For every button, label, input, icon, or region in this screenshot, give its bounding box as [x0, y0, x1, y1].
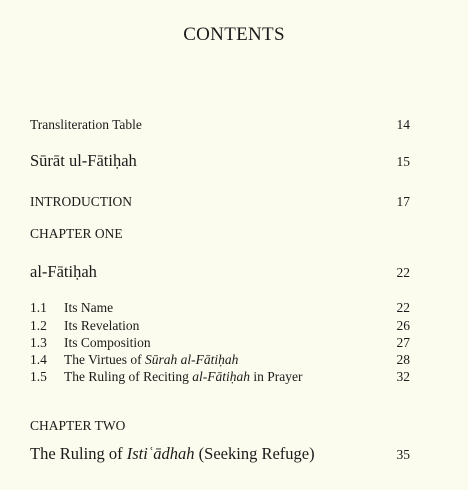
toc-entry-page: 28: [396, 352, 410, 367]
section-number: 1.2: [30, 318, 47, 333]
section-number: 1.4: [30, 352, 47, 367]
page-title: CONTENTS: [183, 24, 285, 45]
toc-entry-italic: al-Fātiḥah: [192, 369, 250, 384]
toc-entry-1-4[interactable]: [30, 352, 410, 368]
toc-entry-label: The Ruling of Istiʿādhah (Seeking Refuge): [30, 444, 315, 463]
toc-entry-label: The Ruling of Reciting al-Fātiḥah in Prayer: [64, 369, 303, 384]
toc-entry-page: 14: [396, 117, 410, 132]
toc-entry-italic: Sūrah al-Fātiḥah: [145, 352, 239, 367]
toc-entry-transliteration-table[interactable]: [30, 117, 410, 133]
toc-entry-label: The Virtues of Sūrah al-Fātiḥah: [64, 352, 239, 367]
toc-entry-label: al-Fātiḥah: [30, 262, 97, 281]
toc-entry-page: 15: [396, 154, 410, 169]
toc-entry-page: 35: [396, 447, 410, 462]
toc-entry-1-2[interactable]: [30, 318, 410, 334]
chapter-two-heading: [30, 418, 410, 434]
toc-entry-page: 26: [396, 318, 410, 333]
toc-entry-surat-ul-fatihah[interactable]: [30, 151, 410, 171]
toc-entry-label: Transliteration Table: [30, 117, 142, 132]
toc-entry-1-5[interactable]: [30, 369, 410, 385]
toc-entry-page: 17: [396, 194, 410, 209]
toc-entry-label: INTRODUCTION: [30, 194, 132, 209]
toc-entry-label: Its Name: [64, 300, 114, 315]
chapter-one-heading: [30, 226, 410, 242]
section-number: 1.5: [30, 369, 47, 384]
toc-entry-italic: Istiʿādhah: [126, 444, 195, 463]
toc-entry-ruling-of-istiadhah[interactable]: [30, 444, 410, 464]
toc-entry-page: 32: [396, 369, 410, 384]
toc-entry-al-fatihah[interactable]: [30, 262, 410, 282]
toc-entry-page: 22: [396, 265, 410, 280]
toc-entry-label: Its Composition: [64, 335, 151, 350]
section-number: 1.3: [30, 335, 47, 350]
toc-entry-page: 22: [396, 300, 410, 315]
toc-entry-1-1[interactable]: [30, 300, 410, 316]
toc-entry-label: Sūrāt ul-Fātiḥah: [30, 151, 137, 170]
chapter-label: CHAPTER TWO: [30, 418, 126, 433]
section-number: 1.1: [30, 300, 47, 315]
toc-entry-label: Its Revelation: [64, 318, 140, 333]
chapter-label: CHAPTER ONE: [30, 226, 123, 241]
toc-entry-page: 27: [396, 335, 410, 350]
toc-entry-1-3[interactable]: [30, 335, 410, 351]
toc-entry-introduction[interactable]: [30, 194, 410, 210]
